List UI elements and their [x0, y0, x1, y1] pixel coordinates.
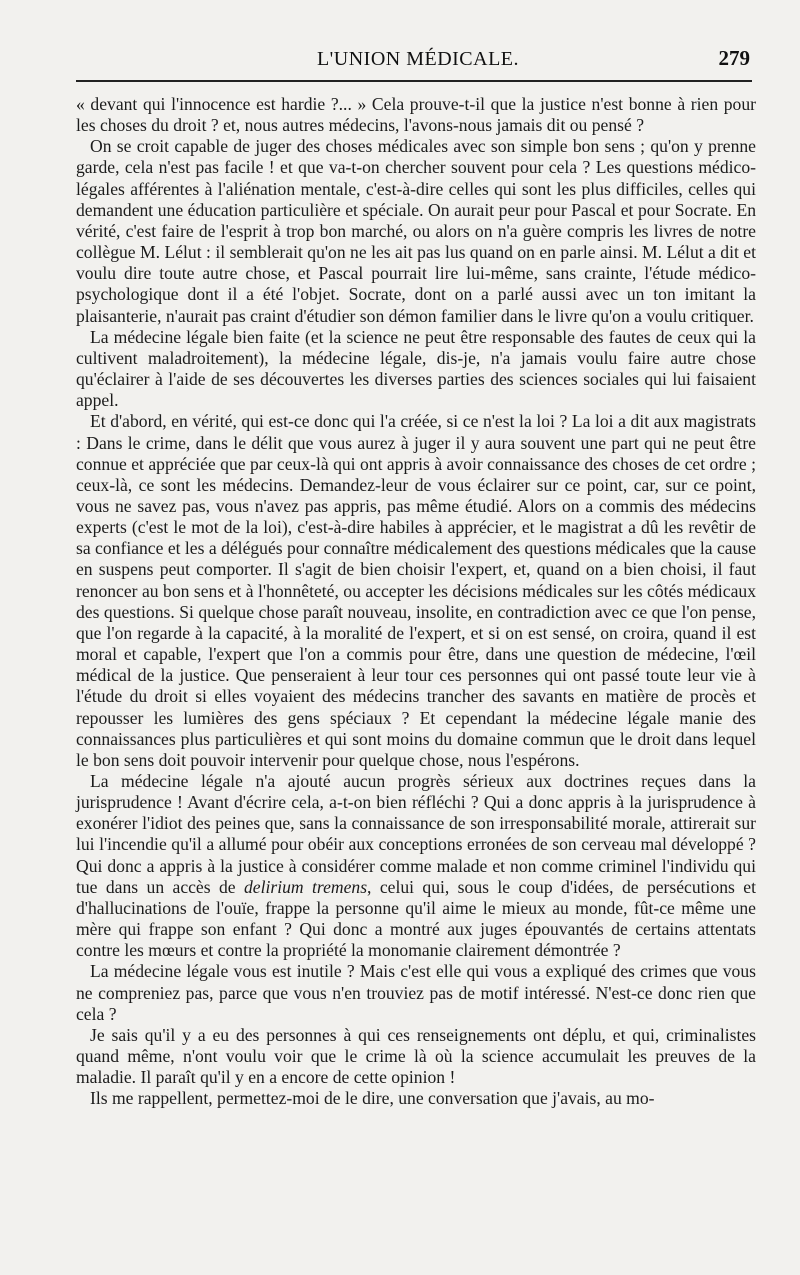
- body-text: [76, 94, 756, 1110]
- paragraph: Et d'abord, en vérité, qui est-ce donc qui l'a créée, si ce n'est la loi ? La loi a dit aux magistrats : Dans le crime, dans le délit que vous aurez à juger il y aura souvent une part qui ne peut être connue et appréciée que par ceux-là qui ont appris à avoir connaissance des choses de cet ordre ; ceux-là, ce sont les médecins. Demandez-leur de vous éclairer sur ce point, car, sur ce point, vous ne savez pas, vous n'avez pas appris, pas même étudié. Alors on a commis des médecins experts (c'est le mot de la loi), c'est-à-dire habiles à apprécier, et le magistrat a dû les revêtir de sa confiance et les a délégués pour connaître médicalement des questions médicales que la cause en suspens peut comporter. Il s'agit de bien choisir l'expert, et, quand on a bien choisi, il faut renoncer au bon sens et à l'honnêteté, ou accepter les décisions médicales sur les côtés médicaux des questions. Si quelque chose paraît nouveau, insolite, en contradiction avec ce que l'on pense, que l'on regarde à la capacité, à la moralité de l'expert, et si on est sensé, on croira, quand il est moral et capable, l'expert que l'on a commis pour être, dans une question de médecine, l'œil médical de la justice. Que penseraient à leur tour ces personnes qui ont passé toute leur vie à l'étude du droit si elles voyaient des médecins trancher des savants en matière de procès et repousser les lumières des gens spéciaux ? Et cependant la médecine légale manie des connaissances plus particulières et qui sont moins du domaine commun que le droit dans lequel le bon sens doit pouvoir intervenir pour quelque chose, nous l'espérons.: [76, 411, 757, 770]
- paragraph: « devant qui l'innocence est hardie ?... » Cela prouve-t-il que la justice n'est bonne à rien pour les choses du droit ? et, nous autres médecins, l'avons-nous jamais dit ou pensé ?: [76, 94, 756, 136]
- italic-term: delirium tremens: [243, 876, 368, 897]
- paragraph: Ils me rappellent, permettez-moi de le dire, une conversation que j'avais, au mo-: [90, 1088, 655, 1109]
- paragraph: [76, 771, 756, 961]
- running-header: [76, 44, 760, 78]
- paragraph: Je sais qu'il y a eu des personnes à qui ces renseignements ont déplu, et qui, criminalistes quand même, n'ont voulu voir que le crime là où la science accumulait les preuves de la maladie. Il paraît qu'il y en a encore de cette opinion !: [76, 1024, 756, 1088]
- running-title: L'UNION MÉDICALE.: [316, 48, 520, 70]
- paragraph: On se croit capable de juger des choses médicales avec son simple bon sens ; qu'on y prenne garde, cela n'est pas facile ! et que va-t-on chercher souvent pour cela ? Les questions médico-légales afférentes à l'aliénation mentale, c'est-à-dire celles qui sont les plus difficiles, celles qui demandent une éducation particulière et spéciale. On aurait peur pour Pascal et pour Socrate. En vérité, c'est faire de l'esprit à trop bon marché, ou alors on n'a guère compris les livres de notre collègue M. Lélut : il semblerait qu'on ne les ait pas lus quand on en parle ainsi. M. Lélut a dit et voulu dire toute autre chose, et Pascal pourrait lire lui-même, sans crainte, l'étude médico-psychologique dont il a été l'objet. Socrate, dont on a parlé aussi avec un ton imitant la plaisanterie, n'aurait pas craint d'étudier son démon familier dans le livre qu'on a voulu critiquer.: [76, 136, 756, 326]
- page-number: 279: [718, 46, 750, 70]
- paragraph-text: , celui qui, sous le coup d'idées, de persécutions et d'hallucinations de l'ouïe, frappe la personne qu'il aime le mieux au monde, fût-ce même une mère qui frappe son enfant ? Qui donc a montré aux juges épouvantés de certains attentats contre les mœurs et contre la propriété la monomanie clairement démontrée ?: [76, 876, 756, 961]
- header-rule: [76, 80, 752, 82]
- paragraph: La médecine légale vous est inutile ? Mais c'est elle qui vous a expliqué des crimes que vous ne compreniez pas, parce que vous n'en trouviez pas de motif intéressé. N'est-ce donc rien que cela ?: [76, 961, 756, 1024]
- paragraph-text: La médecine légale n'a ajouté aucun progrès sérieux aux doctrines reçues dans la jurisprudence ! Avant d'écrire cela, a-t-on bien réfléchi ? Qui a donc appris à la jurisprudence à exonérer l'idiot des peines que, sans la connaissance de son irresponsabilité morale, attirerait sur lui l'incendie qu'il a allumé pour obéir aux conceptions erronées de son cerveau mal développé ? Qui donc a appris à la justice à considérer comme malade et non comme criminel l'individu qui tue dans un accès de: [76, 771, 756, 897]
- paragraph: La médecine légale bien faite (et la science ne peut être responsable des fautes de ceux qui la cultivent maladroitement), la médecine légale, dis-je, n'a jamais voulu faire autre chose qu'éclairer à l'aide de ses découvertes les diverses parties des sciences sociales qui lui faisaient appel.: [76, 326, 756, 411]
